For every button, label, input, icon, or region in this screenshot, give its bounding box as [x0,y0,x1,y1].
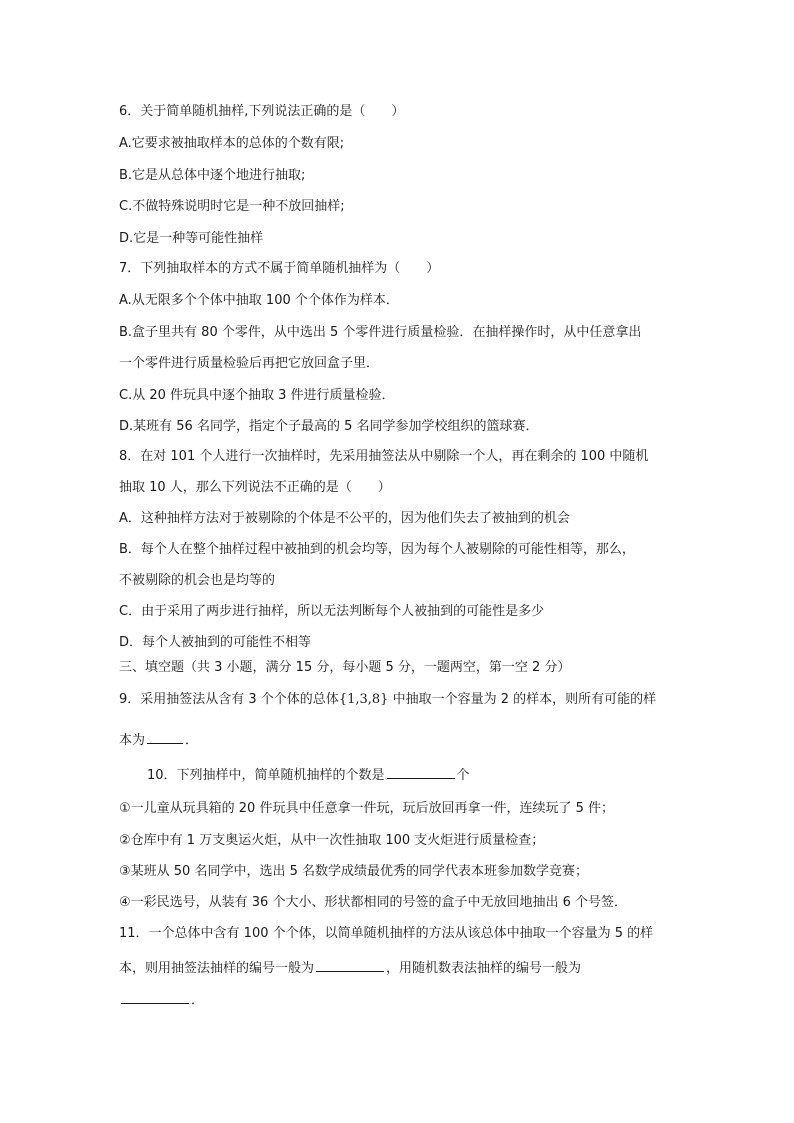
q7-option-d: D.某班有 56 名同学，指定个子最高的 5 名同学参加学校组织的篮球赛． [119,419,539,434]
q6-option-d: D.它是一种等可能性抽样 [119,231,264,246]
q6-option-b: B.它是从总体中逐个地进行抽取; [119,168,306,183]
q10-stem [147,764,470,785]
q9-line2-after: ． [185,733,199,748]
q11-line2-before: 本，则用抽签法抽样的编号一般为 [119,961,315,976]
q9-stem-line1 [119,691,656,709]
q10-stem-after: 个 [456,768,470,783]
q8-option-c: C．由于采用了两步进行抽样，所以无法判断每个人被抽到的可能性是多少 [119,604,545,619]
q9-answer-blank[interactable] [147,729,183,744]
section-heading: 三、填空题（共 3 小题，满分 15 分，每小题 5 分，一题两空，第一空 2 分） [119,660,571,675]
q8-option-b-line1: B．每个人在整个抽样过程中被抽到的机会均等，因为每个人被剔除的可能性相等，那么， [119,542,635,557]
q8-option-b-line2: 不被剔除的机会也是均等的 [119,573,276,588]
q9-stem-line2 [119,729,198,750]
q6-option-a: A.它要求被抽取样本的总体的个数有限; [119,136,345,151]
q7-option-b-line1: B.盒子里共有 80 个零件，从中选出 5 个零件进行质量检验．在抽样操作时，从中任意拿出 [119,325,642,340]
q11-line2-after: ，用随机数表法抽样的编号一般为 [386,961,582,976]
q7-option-a: A.从无限多个个体中抽取 100 个个体作为样本． [119,293,399,308]
q7-option-c: C.从 20 件玩具中逐个抽取 3 件进行质量检验． [119,388,395,403]
q8-option-a: A．这种抽样方法对于被剔除的个体是不公平的，因为他们失去了被抽到的机会 [119,511,570,526]
q10-item-4: ④一彩民选号，从装有 36 个大小、形状都相同的号签的盒子中无放回地抽出 6 个号签． [119,895,627,910]
q10-item-2: ②仓库中有 1 万支奥运火炬，从中一次性抽取 100 支火炬进行质量检查； [119,833,545,848]
q7-stem: 7．下列抽取样本的方式不属于简单随机抽样为（ ） [119,261,440,276]
q9-part1: 9．采用抽签法从含有 3 个个体的总体 [119,692,339,707]
q11-answer-blank-2[interactable] [121,989,189,1004]
q9-part2: 中抽取一个容量为 2 的样本，则所有可能的样 [388,692,657,707]
q10-item-1: ①一儿童从玩具箱的 20 件玩具中任意拿一件玩，玩后放回再拿一件，连续玩了 5 件； [119,801,614,816]
q10-item-3: ③某班从 50 名同学中，选出 5 名数学成绩最优秀的同学代表本班参加数学竞赛； [119,864,588,879]
q8-stem-line2: 抽取 10 人，那么下列说法不正确的是（ ） [119,480,391,495]
q6-stem: 6．关于简单随机抽样,下列说法正确的是（ ） [119,104,405,119]
q6-option-c: C.不做特殊说明时它是一种不放回抽样; [119,199,345,214]
q8-stem-line1: 8．在对 101 个人进行一次抽样时，先采用抽签法从中剔除一个人，再在剩余的 100 中随机 [119,449,649,464]
q9-line2-before: 本为 [119,733,146,748]
q10-stem-before: 10．下列抽样中，简单随机抽样的个数是 [147,768,385,783]
q11-stem-line1: 11．一个总体中含有 100 个个体，以简单随机抽样的方法从该总体中抽取一个容量为 5 的样 [119,926,654,941]
q8-option-d: D．每个人被抽到的可能性不相等 [119,635,312,650]
q11-line3-after: ． [191,993,205,1008]
q11-answer-blank-1[interactable] [316,957,384,972]
q11-stem-line2 [119,957,581,978]
q9-set: {1,3,8} [338,692,389,707]
q11-stem-line3 [119,989,204,1010]
q10-answer-blank[interactable] [387,764,455,779]
q7-option-b-line2: 一个零件进行质量检验后再把它放回盒子里． [119,356,380,371]
